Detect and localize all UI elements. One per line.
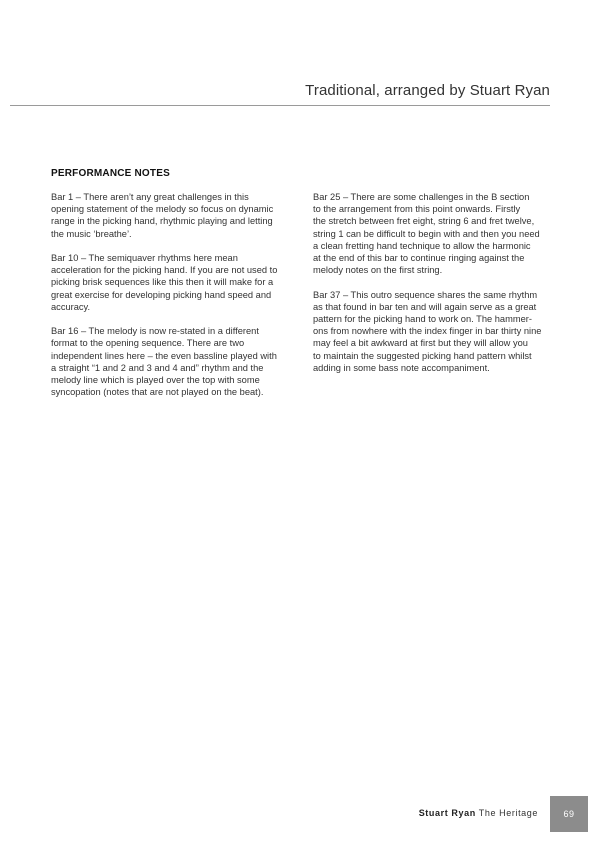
page-number: 69	[563, 809, 575, 819]
paragraph-bar-25: Bar 25 – There are some challenges in the B section to the arrangement from this point onwards. Firstly the stretch between fret eight, string 6 and fret twelve, string 1 can be difficult to begin with and then you need a clean fretting hand technique to allow the harmonic at the end of this bar to continue ringing against the melody notes on the first string.	[313, 192, 540, 276]
footer-author: Stuart Ryan	[418, 808, 476, 818]
page-number-box	[550, 796, 588, 832]
right-column	[313, 191, 548, 386]
paragraph-bar-37: Bar 37 – This outro sequence shares the same rhythm as that found in bar ten and will again serve as a great pattern for the picking hand to work on. The hammer- ons from nowhere with the index finger in bar thirty nine may feel a bit awkward at first but they will allow you to maintain the suggested picking hand pattern whilst adding in some bass note accompaniment.	[313, 289, 542, 373]
paragraph-bar-1: Bar 1 – There aren’t any great challenges in this opening statement of the melody so focus on dynamic range in the picking hand, rhythmic playing and letting the music ‘breathe’.	[51, 192, 274, 239]
section-heading: PERFORMANCE NOTES	[51, 168, 170, 179]
page-header-title: Traditional, arranged by Stuart Ryan	[305, 82, 550, 99]
left-column	[51, 191, 291, 411]
page-footer	[419, 808, 538, 818]
paragraph-bar-10: Bar 10 – The semiquaver rhythms here mean acceleration for the picking hand. If you are not used to picking brisk sequences like this then it will make for a great exercise for developing picking hand speed and accuracy.	[51, 253, 278, 312]
paragraph-bar-16: Bar 16 – The melody is now re-stated in a different format to the opening sequence. There are two independent lines here – the even bassline played with a straight “1 and 2 and 3 and 4 and” rhythm and the melody line which is played over the top with some syncopation (notes that are not played on the beat).	[51, 326, 277, 398]
header-divider	[10, 105, 550, 106]
footer-book-title: The Heritage	[478, 808, 538, 818]
